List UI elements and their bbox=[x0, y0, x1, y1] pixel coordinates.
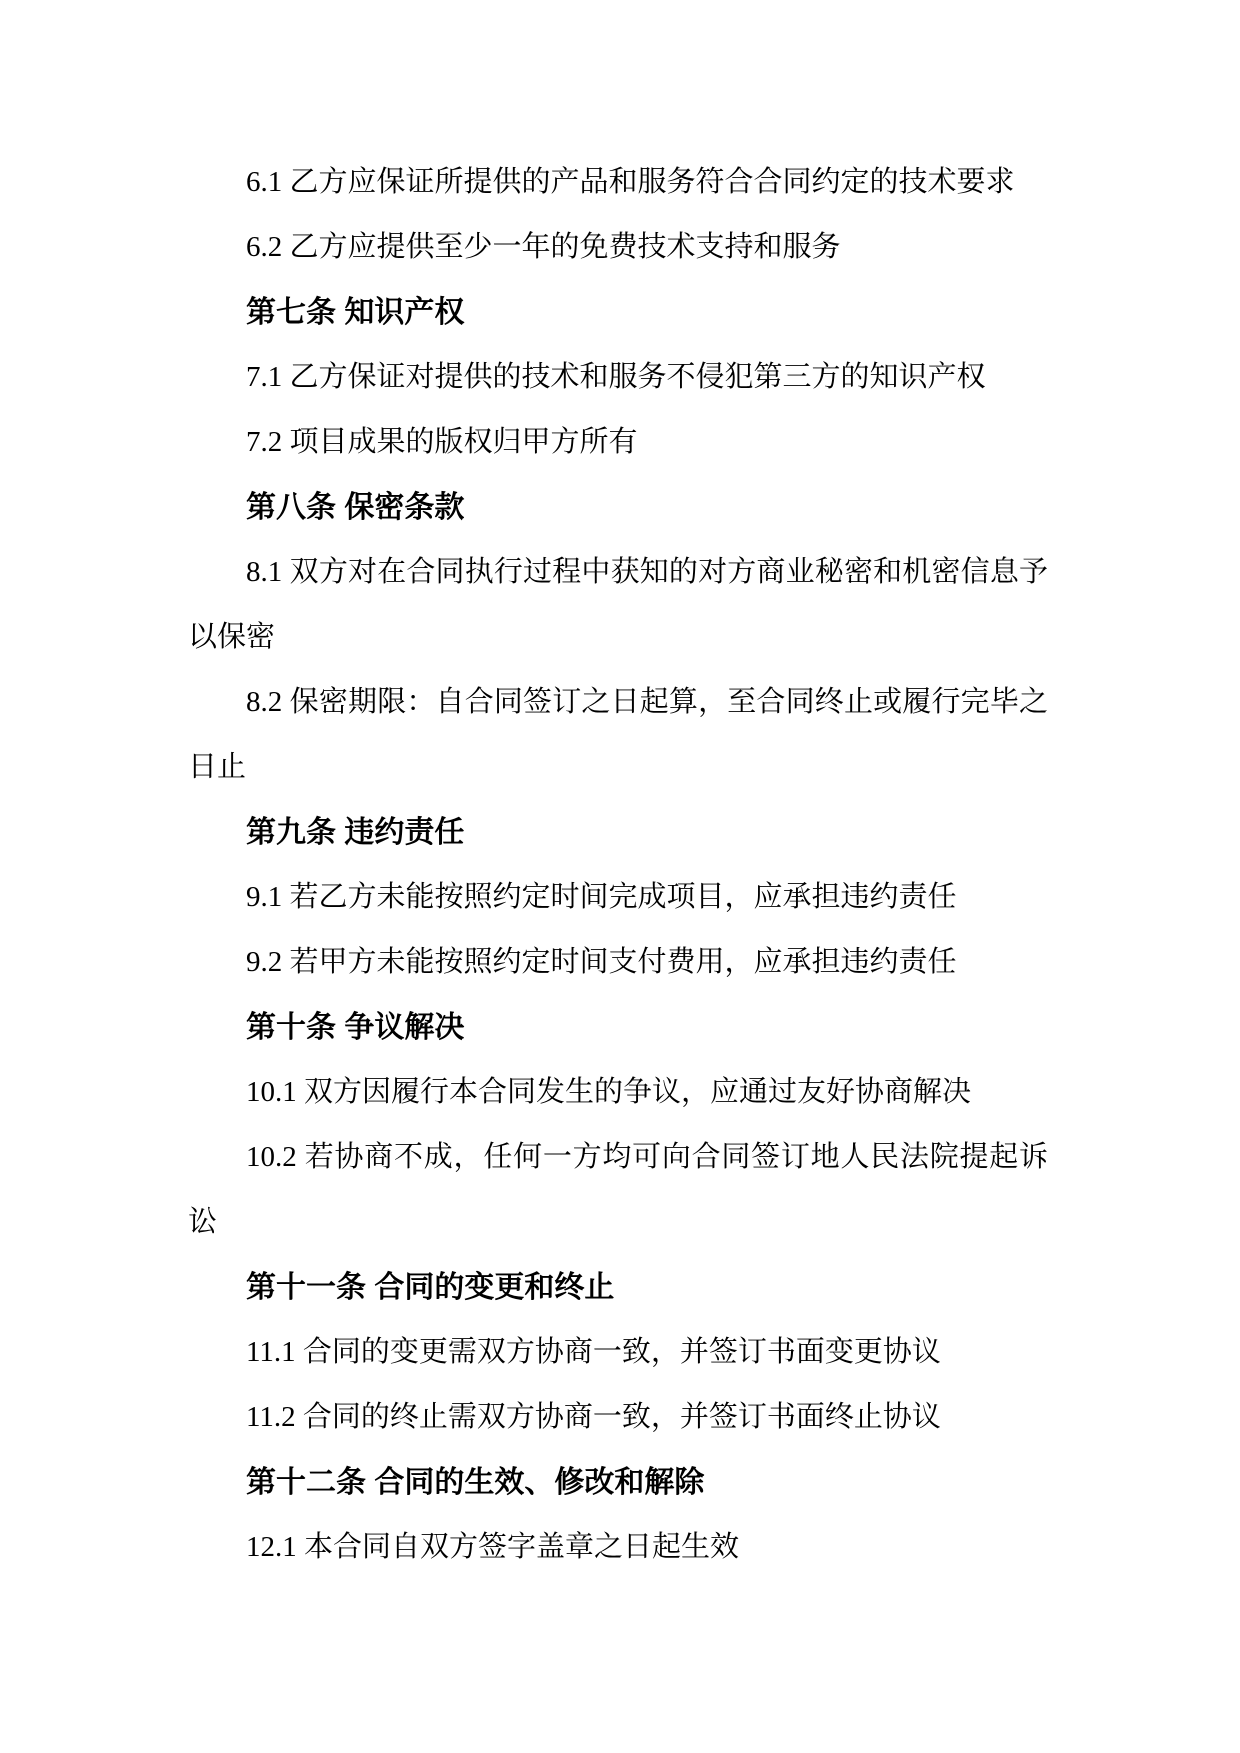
clause-11-2: 11.2 合同的终止需双方协商一致，并签订书面终止协议 bbox=[246, 1401, 941, 1433]
heading-article-11: 第十一条 合同的变更和终止 bbox=[246, 1271, 615, 1304]
clause-7-1: 7.1 乙方保证对提供的技术和服务不侵犯第三方的知识产权 bbox=[246, 361, 986, 393]
clause-8-2: 8.2 保密期限：自合同签订之日起算，至合同终止或履行完毕之日止 bbox=[188, 686, 1048, 783]
contract-page bbox=[188, 150, 1048, 1580]
heading-article-8: 第八条 保密条款 bbox=[246, 491, 465, 524]
heading-article-7: 第七条 知识产权 bbox=[246, 296, 465, 329]
clause-11-1: 11.1 合同的变更需双方协商一致，并签订书面变更协议 bbox=[246, 1336, 941, 1368]
clause-6-2: 6.2 乙方应提供至少一年的免费技术支持和服务 bbox=[246, 231, 841, 263]
heading-article-9: 第九条 违约责任 bbox=[246, 816, 465, 849]
clause-10-2: 10.2 若协商不成，任何一方均可向合同签订地人民法院提起诉讼 bbox=[188, 1141, 1048, 1238]
clause-7-2: 7.2 项目成果的版权归甲方所有 bbox=[246, 426, 638, 458]
clause-9-1: 9.1 若乙方未能按照约定时间完成项目，应承担违约责任 bbox=[246, 881, 957, 913]
clause-9-2: 9.2 若甲方未能按照约定时间支付费用，应承担违约责任 bbox=[246, 946, 957, 978]
clause-8-1: 8.1 双方对在合同执行过程中获知的对方商业秘密和机密信息予以保密 bbox=[188, 556, 1048, 653]
heading-article-12: 第十二条 合同的生效、修改和解除 bbox=[246, 1466, 705, 1499]
clause-12-1: 12.1 本合同自双方签字盖章之日起生效 bbox=[246, 1531, 740, 1563]
clause-6-1: 6.1 乙方应保证所提供的产品和服务符合合同约定的技术要求 bbox=[246, 166, 1015, 198]
heading-article-10: 第十条 争议解决 bbox=[246, 1011, 465, 1044]
clause-10-1: 10.1 双方因履行本合同发生的争议，应通过友好协商解决 bbox=[246, 1076, 972, 1108]
